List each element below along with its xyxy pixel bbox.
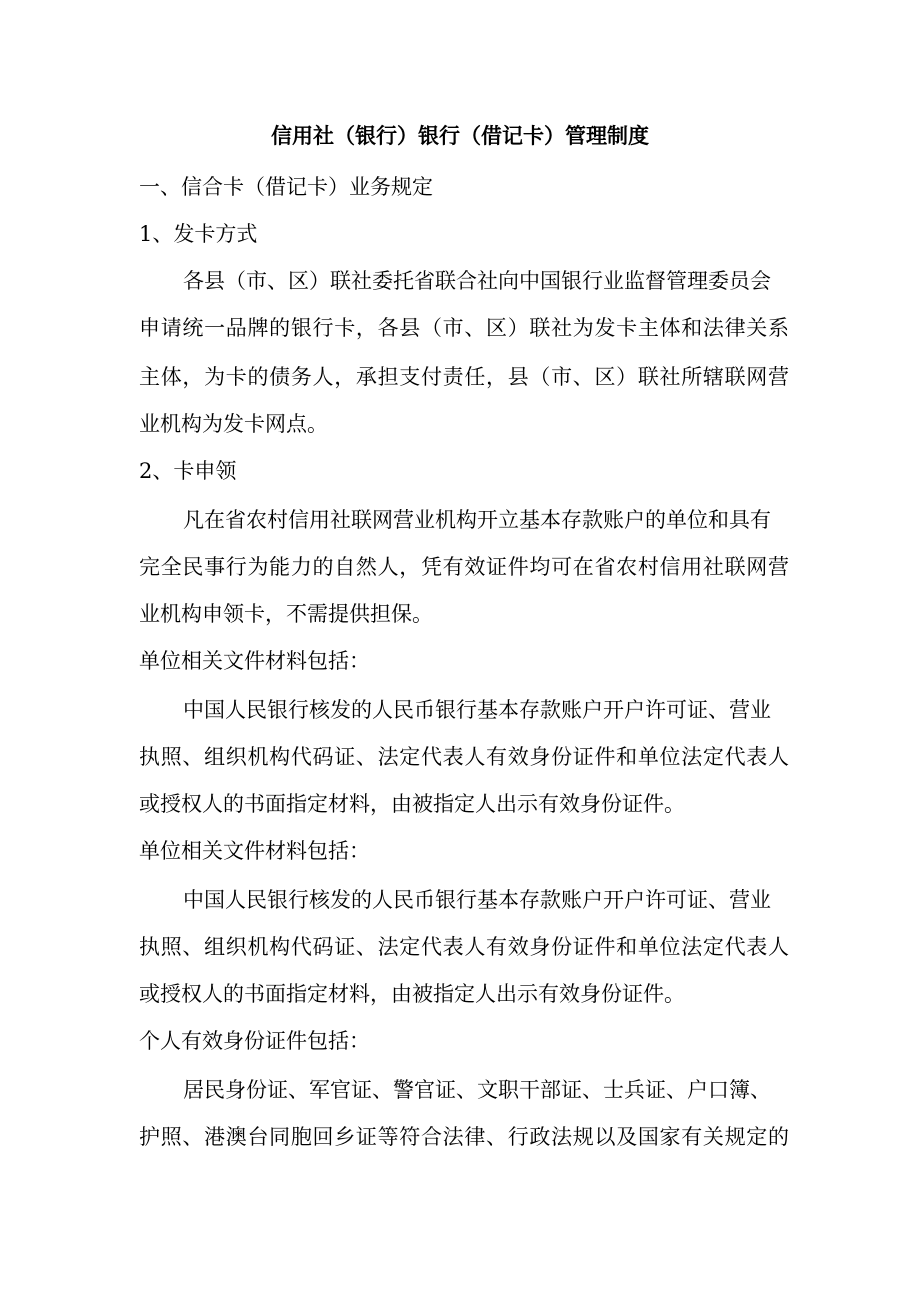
- subsection-heading: 2、卡申领: [139, 459, 237, 483]
- paragraph-line: 各县（市、区）联社委托省联合社向中国银行业监督管理委员会: [183, 269, 771, 293]
- paragraph-line: 主体，为卡的债务人，承担支付责任，县（市、区）联社所辖联网营: [139, 365, 789, 389]
- subsection-heading: 1、发卡方式: [139, 222, 258, 246]
- paragraph-line: 凡在省农村信用社联网营业机构开立基本存款账户的单位和具有: [183, 508, 771, 532]
- paragraph-line: 护照、港澳台同胞回乡证等符合法律、行政法规以及国家有关规定的: [139, 1125, 789, 1149]
- paragraph-line: 业机构申领卡，不需提供担保。: [139, 602, 433, 626]
- paragraph-line: 中国人民银行核发的人民币银行基本存款账户开户许可证、营业: [183, 698, 771, 722]
- paragraph-line: 居民身份证、军官证、警官证、文职干部证、士兵证、户口簿、: [183, 1078, 771, 1102]
- paragraph-line: 业机构为发卡网点。: [139, 412, 328, 436]
- paragraph-line: 执照、组织机构代码证、法定代表人有效身份证件和单位法定代表人: [139, 745, 789, 769]
- paragraph-line: 或授权人的书面指定材料，由被指定人出示有效身份证件。: [139, 792, 685, 816]
- paragraph-line: 完全民事行为能力的自然人，凭有效证件均可在省农村信用社联网营: [139, 555, 789, 579]
- paragraph-line: 或授权人的书面指定材料，由被指定人出示有效身份证件。: [139, 982, 685, 1006]
- document-title: 信用社（银行）银行（借记卡）管理制度: [271, 123, 649, 148]
- paragraph-line: 执照、组织机构代码证、法定代表人有效身份证件和单位法定代表人: [139, 935, 789, 959]
- list-heading: 单位相关文件材料包括：: [139, 839, 370, 863]
- list-heading: 个人有效身份证件包括：: [139, 1029, 370, 1053]
- section-heading: 一、信合卡（借记卡）业务规定: [139, 175, 433, 199]
- paragraph-line: 申请统一品牌的银行卡，各县（市、区）联社为发卡主体和法律关系: [139, 316, 789, 340]
- list-heading: 单位相关文件材料包括：: [139, 649, 370, 673]
- paragraph-line: 中国人民银行核发的人民币银行基本存款账户开户许可证、营业: [183, 888, 771, 912]
